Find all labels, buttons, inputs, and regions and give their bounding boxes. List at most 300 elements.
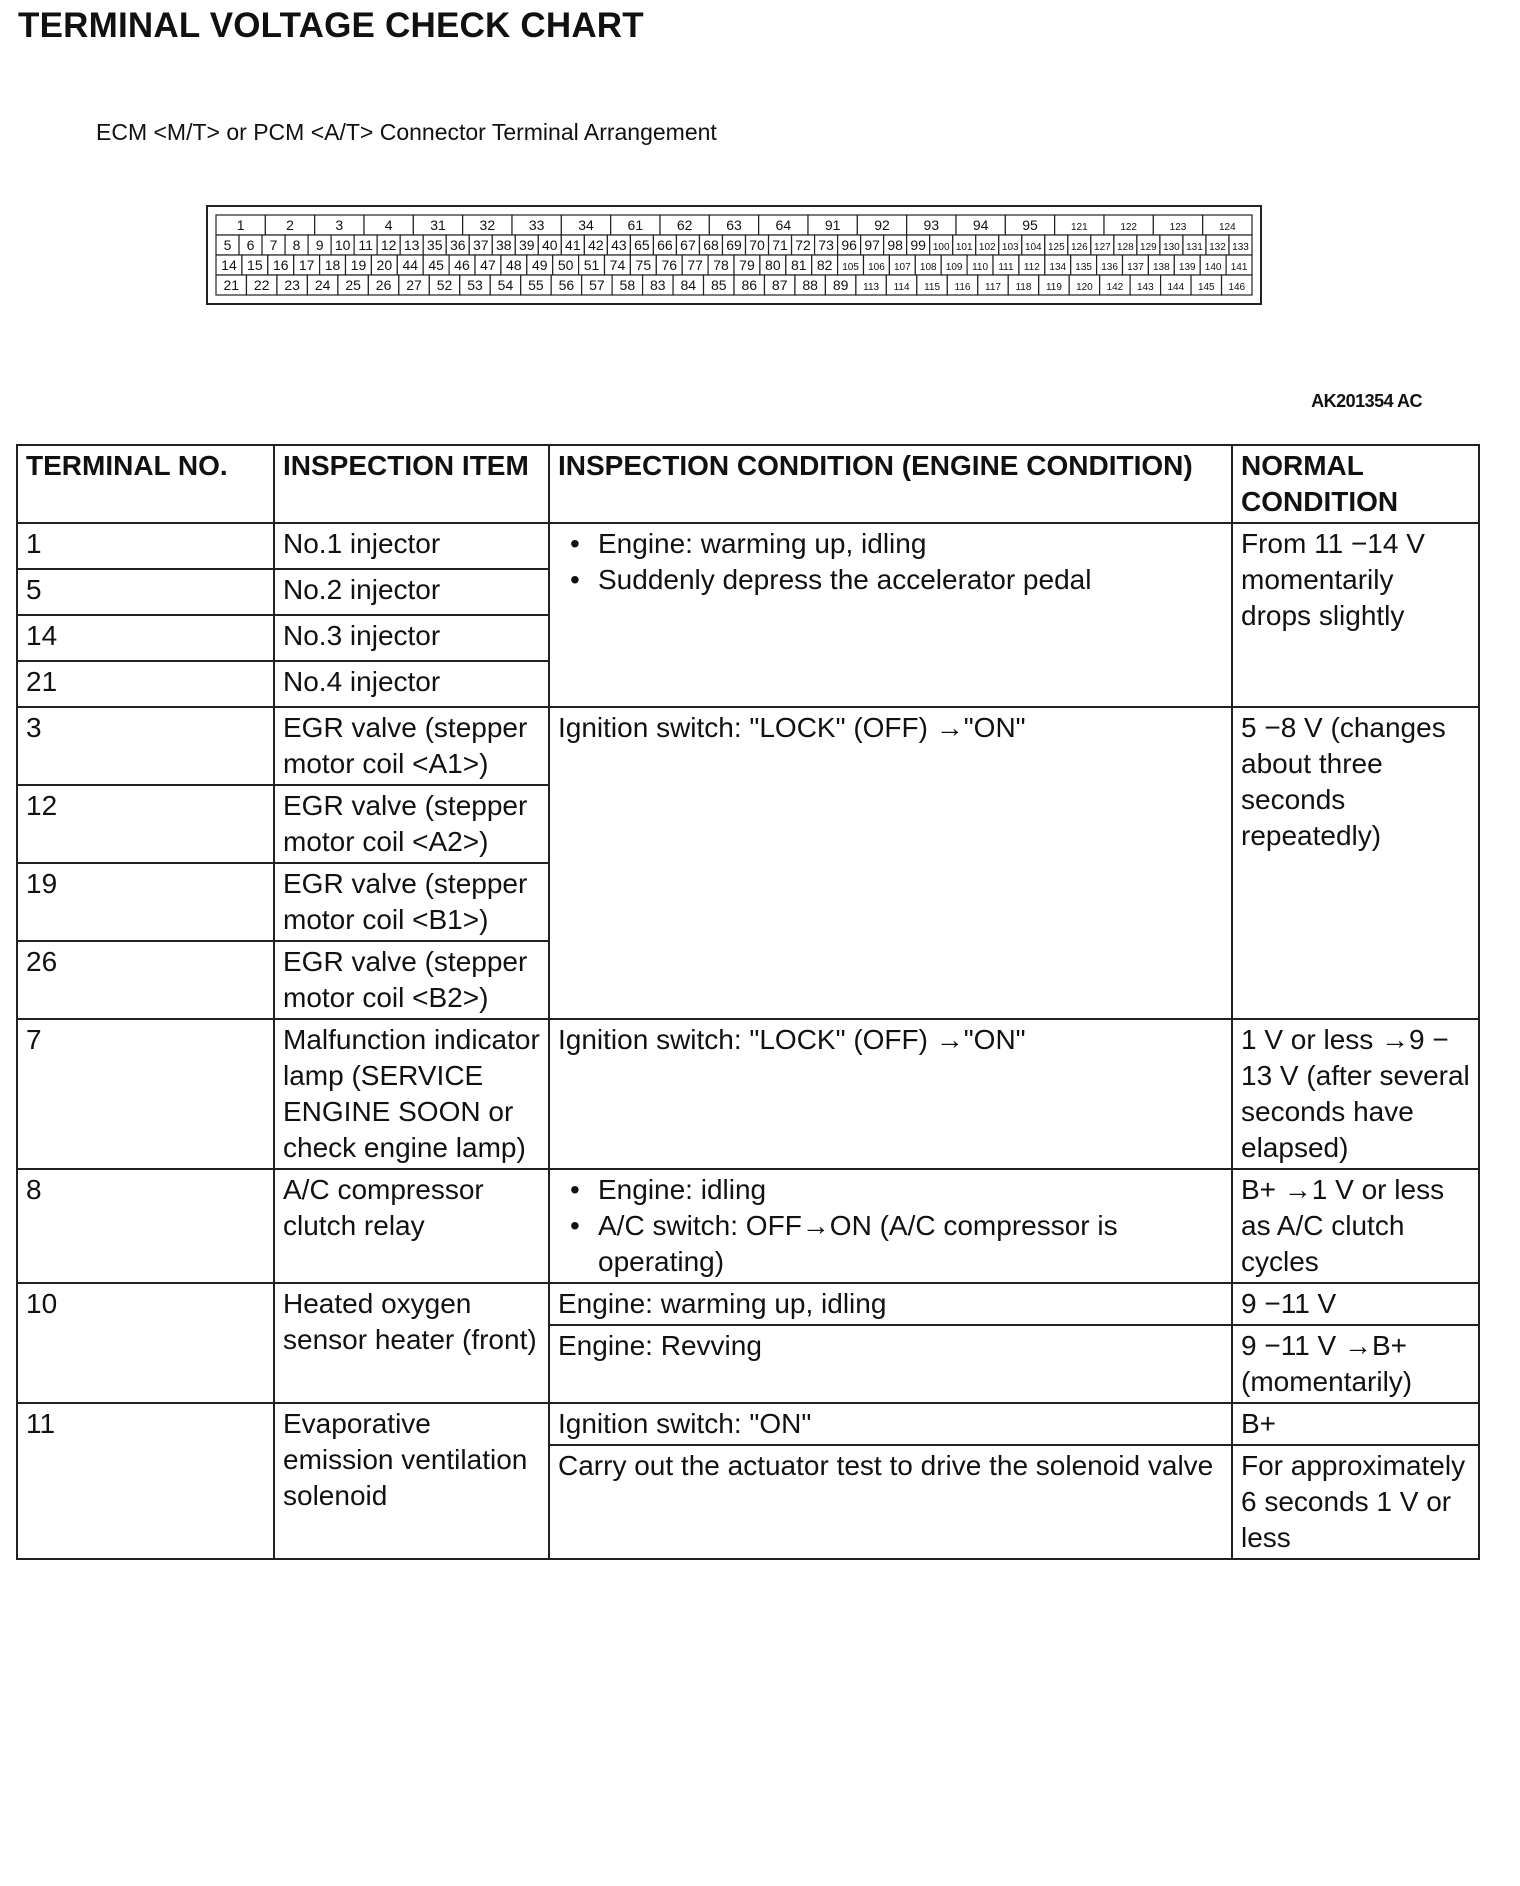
connector-terminal [294,255,320,275]
svg-text:11: 11 [358,237,373,253]
connector-terminal [216,215,265,235]
svg-text:37: 37 [472,237,489,253]
normal-cell: 9 −11 V →B+ (momentarily) [1232,1325,1479,1403]
svg-text:114: 114 [893,282,910,293]
svg-text:6: 6 [246,237,255,253]
connector-terminal [338,275,368,295]
svg-text:5: 5 [223,237,232,253]
connector-terminal [708,255,734,275]
connector-terminal [786,255,812,275]
svg-text:41: 41 [565,237,581,253]
svg-text:69: 69 [726,237,742,253]
connector-terminal [413,215,462,235]
connector-caption: ECM <M/T> or PCM <A/T> Connector Terminal Arrangement [96,119,717,145]
connector-terminal [1071,255,1097,275]
svg-text:124: 124 [1218,222,1236,233]
svg-text:109: 109 [945,262,963,273]
connector-terminal [582,275,612,295]
connector-terminal [884,235,907,255]
terminal-cell: 10 [17,1283,274,1403]
svg-text:21: 21 [223,277,240,293]
svg-text:95: 95 [1022,217,1038,233]
connector-terminal [947,275,977,295]
svg-text:42: 42 [588,237,604,253]
connector-terminal [490,275,520,295]
svg-text:120: 120 [1076,282,1093,293]
terminal-cell: 12 [17,785,274,863]
connector-terminal [1160,235,1183,255]
svg-text:119: 119 [1045,282,1062,293]
connector-terminal [515,235,538,255]
connector-terminal [1114,235,1137,255]
connector-terminal [400,235,423,255]
svg-text:51: 51 [583,257,600,273]
connector-terminal [734,255,760,275]
item-cell: Heated oxygen sensor heater (front) [274,1283,549,1403]
terminal-cell: 11 [17,1403,274,1559]
connector-terminal [889,255,915,275]
condition-cell: Ignition switch: "LOCK" (OFF) →"ON" [549,707,1232,1019]
connector-terminal [429,275,459,295]
connector-terminal [709,215,758,235]
figure-code: AK201354 AC [1311,391,1422,411]
connector-terminal [792,235,815,255]
svg-text:94: 94 [972,217,989,233]
item-cell: EGR valve (stepper motor coil <A2>) [274,785,549,863]
svg-text:22: 22 [253,277,270,293]
svg-text:20: 20 [376,257,393,273]
connector-terminal [759,215,808,235]
svg-text:66: 66 [657,237,673,253]
svg-text:115: 115 [924,282,941,293]
condition-bullet: • Engine: warming up, idling [558,526,1223,562]
svg-text:100: 100 [932,242,950,253]
connector-terminal [886,275,916,295]
svg-text:75: 75 [635,257,652,273]
connector-terminal [915,255,941,275]
terminal-cell: 14 [17,615,274,661]
connector-terminal [1123,255,1149,275]
svg-text:7: 7 [269,237,278,253]
svg-text:39: 39 [519,237,535,253]
connector-terminal [976,235,999,255]
svg-text:113: 113 [863,282,880,293]
svg-text:3: 3 [335,217,344,233]
svg-text:85: 85 [710,277,727,293]
svg-text:36: 36 [449,237,466,253]
svg-text:43: 43 [611,237,627,253]
svg-text:139: 139 [1178,262,1196,273]
svg-text:142: 142 [1106,282,1124,293]
connector-terminal [1022,235,1045,255]
header-inspection-condition: INSPECTION CONDITION (ENGINE CONDITION) [549,445,1232,523]
terminal-cell: 1 [17,523,274,569]
header-normal-condition: NORMAL CONDITION [1232,445,1479,523]
connector-terminal [475,255,501,275]
svg-text:8: 8 [292,237,301,253]
connector-terminal [423,235,446,255]
item-cell: A/C compressor clutch relay [274,1169,549,1283]
connector-terminal [722,235,745,255]
connector-terminal [1161,275,1191,295]
connector-terminal [538,235,561,255]
table-row [17,523,1479,569]
svg-text:31: 31 [430,217,446,233]
svg-text:33: 33 [528,217,545,233]
svg-text:70: 70 [749,237,765,253]
connector-terminal [1005,215,1054,235]
connector-terminal [1203,215,1252,235]
connector-terminal [371,255,397,275]
connector-terminal-grid [208,207,1260,303]
terminal-cell: 19 [17,863,274,941]
svg-text:131: 131 [1186,242,1203,253]
svg-text:126: 126 [1070,242,1088,253]
svg-text:57: 57 [589,277,605,293]
connector-terminal [907,215,956,235]
svg-text:82: 82 [816,257,833,273]
svg-text:132: 132 [1209,242,1226,253]
svg-text:68: 68 [703,237,719,253]
connector-terminal [605,255,631,275]
condition-bullet: • Suddenly depress the accelerator pedal [558,562,1223,598]
connector-terminal [838,255,864,275]
normal-cell: 9 −11 V [1232,1283,1479,1325]
connector-terminal [446,235,469,255]
connector-terminal [1191,275,1221,295]
svg-text:81: 81 [790,257,807,273]
connector-terminal [553,255,579,275]
table-row [17,1169,1479,1283]
connector-terminal [1222,275,1252,295]
voltage-check-table [16,444,1480,1560]
svg-text:138: 138 [1153,262,1170,273]
svg-text:2: 2 [286,217,294,233]
connector-terminal [1226,255,1252,275]
svg-text:92: 92 [874,217,890,233]
svg-text:105: 105 [842,262,859,273]
terminal-cell: 8 [17,1169,274,1283]
connector-terminal [815,235,838,255]
svg-text:101: 101 [955,242,973,253]
svg-text:19: 19 [350,257,367,273]
svg-text:77: 77 [687,257,703,273]
svg-text:15: 15 [247,257,263,273]
svg-text:127: 127 [1094,242,1111,253]
connector-terminal [864,255,890,275]
svg-text:62: 62 [676,217,693,233]
connector-terminal [825,275,855,295]
svg-text:16: 16 [272,257,289,273]
connector-terminal [1100,275,1130,295]
svg-text:12: 12 [380,237,397,253]
connector-terminal [746,235,769,255]
terminal-cell: 26 [17,941,274,1019]
svg-text:140: 140 [1204,262,1222,273]
svg-text:65: 65 [634,237,650,253]
svg-text:71: 71 [772,237,788,253]
connector-terminal [1045,235,1068,255]
connector-terminal [808,215,857,235]
connector-terminal [584,235,607,255]
connector-terminal [630,235,653,255]
connector-terminal [769,235,792,255]
svg-text:45: 45 [428,257,444,273]
connector-terminal [449,255,475,275]
connector-terminal [423,255,449,275]
connector-diagram [206,205,1262,305]
svg-text:118: 118 [1015,282,1032,293]
connector-terminal [978,275,1008,295]
svg-text:93: 93 [923,217,940,233]
normal-cell: 1 V or less →9 − 13 V (after several seconds have elapsed) [1232,1019,1479,1169]
svg-text:14: 14 [221,257,237,273]
connector-terminal [512,215,561,235]
svg-text:64: 64 [775,217,792,233]
svg-text:87: 87 [771,277,788,293]
table-row [17,1019,1479,1169]
normal-cell: B+ →1 V or less as A/C clutch cycles [1232,1169,1479,1283]
connector-terminal [239,235,262,255]
svg-text:23: 23 [284,277,300,293]
connector-terminal [285,235,308,255]
connector-terminal [242,255,268,275]
connector-terminal [320,255,346,275]
connector-terminal [368,275,398,295]
connector-terminal [660,215,709,235]
svg-text:72: 72 [795,237,811,253]
svg-text:106: 106 [868,262,885,273]
table-row [17,1283,1479,1325]
svg-text:80: 80 [765,257,781,273]
connector-terminal [463,215,512,235]
connector-terminal [501,255,527,275]
header-terminal-no: TERMINAL NO. [17,445,274,523]
svg-text:107: 107 [894,262,911,273]
connector-terminal [262,235,285,255]
connector-terminal [967,255,993,275]
svg-text:53: 53 [467,277,483,293]
svg-text:67: 67 [680,237,696,253]
connector-terminal [354,235,377,255]
item-cell: EGR valve (stepper motor coil <A1>) [274,707,549,785]
connector-terminal [346,255,372,275]
svg-text:129: 129 [1140,242,1157,253]
connector-terminal [764,275,794,295]
condition-bullet: • Engine: idling [558,1172,1223,1208]
svg-text:89: 89 [832,277,849,293]
connector-terminal [521,275,551,295]
connector-terminal [1130,275,1160,295]
normal-cell: For approximately 6 seconds 1 V or less [1232,1445,1479,1559]
condition-cell: Ignition switch: "ON" [549,1403,1232,1445]
connector-terminal [856,275,886,295]
svg-text:35: 35 [426,237,443,253]
connector-terminal [607,235,630,255]
connector-terminal [246,275,276,295]
svg-text:135: 135 [1075,262,1092,273]
connector-terminal [551,275,581,295]
table-row [17,1403,1479,1445]
svg-text:125: 125 [1047,242,1065,253]
connector-terminal [953,235,976,255]
svg-text:98: 98 [887,237,903,253]
connector-terminal [561,215,610,235]
connector-terminal [1206,235,1229,255]
svg-text:52: 52 [436,277,453,293]
svg-text:111: 111 [998,262,1014,273]
item-cell: No.3 injector [274,615,549,661]
svg-text:102: 102 [978,242,996,253]
svg-text:84: 84 [680,277,697,293]
normal-cell: B+ [1232,1403,1479,1445]
connector-terminal [857,215,906,235]
condition-bullet: • A/C switch: OFF→ON (A/C compressor is operating) [558,1208,1223,1280]
svg-text:17: 17 [298,257,315,273]
svg-text:97: 97 [864,237,880,253]
connector-terminal [861,235,884,255]
svg-text:73: 73 [818,237,834,253]
svg-text:141: 141 [1230,262,1248,273]
connector-terminal [993,255,1019,275]
svg-text:83: 83 [650,277,666,293]
item-cell: EGR valve (stepper motor coil <B2>) [274,941,549,1019]
svg-text:133: 133 [1232,242,1249,253]
svg-text:63: 63 [726,217,742,233]
connector-terminal [460,275,490,295]
connector-terminal [941,255,967,275]
svg-text:136: 136 [1101,262,1118,273]
connector-terminal [930,235,953,255]
normal-cell: From 11 −14 V momentarily drops slightly [1232,523,1479,707]
svg-text:46: 46 [454,257,470,273]
condition-cell [549,1169,1232,1283]
connector-terminal [1045,255,1071,275]
svg-text:27: 27 [406,277,422,293]
terminal-cell: 7 [17,1019,274,1169]
connector-terminal [1137,235,1160,255]
connector-terminal [1069,275,1099,295]
connector-terminal [1068,235,1091,255]
condition-cell: Carry out the actuator test to drive the solenoid valve [549,1445,1232,1559]
svg-text:25: 25 [345,277,361,293]
connector-terminal [579,255,605,275]
svg-text:47: 47 [480,257,496,273]
connector-terminal [265,215,314,235]
svg-text:122: 122 [1120,222,1138,233]
svg-text:4: 4 [384,217,393,233]
connector-terminal [307,275,337,295]
table-row [17,707,1479,785]
svg-text:143: 143 [1137,282,1154,293]
condition-cell [549,523,1232,707]
svg-text:34: 34 [578,217,594,233]
svg-text:117: 117 [985,282,1001,293]
connector-terminal [1091,235,1114,255]
connector-terminal [999,235,1022,255]
svg-text:58: 58 [619,277,636,293]
connector-terminal [795,275,825,295]
connector-terminal [653,235,676,255]
connector-terminal [216,275,246,295]
connector-terminal [469,235,492,255]
page-title: TERMINAL VOLTAGE CHECK CHART [18,6,644,45]
connector-terminal [397,255,423,275]
svg-text:103: 103 [1001,242,1019,253]
svg-text:134: 134 [1049,262,1067,273]
connector-terminal [561,235,584,255]
condition-cell: Engine: warming up, idling [549,1283,1232,1325]
svg-text:137: 137 [1127,262,1144,273]
connector-terminal [377,235,400,255]
svg-text:86: 86 [741,277,758,293]
connector-terminal [268,255,294,275]
connector-terminal [1153,215,1202,235]
connector-terminal [216,255,242,275]
connector-terminal [734,275,764,295]
svg-text:56: 56 [558,277,575,293]
connector-terminal [331,235,354,255]
connector-terminal [956,215,1005,235]
item-cell: EGR valve (stepper motor coil <B1>) [274,863,549,941]
connector-terminal [612,275,642,295]
item-cell: Malfunction indicator lamp (SERVICE ENGINE SOON or check engine lamp) [274,1019,549,1169]
connector-terminal [315,215,364,235]
connector-terminal [1097,255,1123,275]
connector-terminal [277,275,307,295]
connector-terminal [673,275,703,295]
svg-text:24: 24 [314,277,331,293]
item-cell: No.1 injector [274,523,549,569]
connector-terminal [1200,255,1226,275]
svg-text:146: 146 [1228,282,1246,293]
svg-text:79: 79 [739,257,755,273]
svg-text:10: 10 [334,237,351,253]
connector-terminal [308,235,331,255]
connector-terminal [611,215,660,235]
connector-terminal [760,255,786,275]
connector-terminal [682,255,708,275]
svg-text:96: 96 [841,237,857,253]
connector-terminal [1008,275,1038,295]
svg-text:54: 54 [497,277,514,293]
connector-terminal [1229,235,1252,255]
connector-terminal [216,235,239,255]
condition-cell: Ignition switch: "LOCK" (OFF) →"ON" [549,1019,1232,1169]
terminal-cell: 21 [17,661,274,707]
header-inspection-item: INSPECTION ITEM [274,445,549,523]
svg-text:130: 130 [1163,242,1180,253]
svg-text:61: 61 [627,217,644,233]
connector-terminal [527,255,553,275]
svg-text:18: 18 [324,257,341,273]
svg-text:108: 108 [919,262,937,273]
connector-terminal [1039,275,1069,295]
connector-terminal [1019,255,1045,275]
connector-terminal [907,235,930,255]
svg-text:26: 26 [375,277,392,293]
svg-text:91: 91 [824,217,841,233]
svg-text:121: 121 [1070,222,1088,233]
connector-terminal [1104,215,1153,235]
svg-text:144: 144 [1167,282,1185,293]
svg-text:40: 40 [542,237,558,253]
svg-text:116: 116 [954,282,971,293]
connector-terminal [1055,215,1104,235]
svg-text:49: 49 [531,257,548,273]
svg-text:48: 48 [506,257,522,273]
svg-text:123: 123 [1169,222,1187,233]
